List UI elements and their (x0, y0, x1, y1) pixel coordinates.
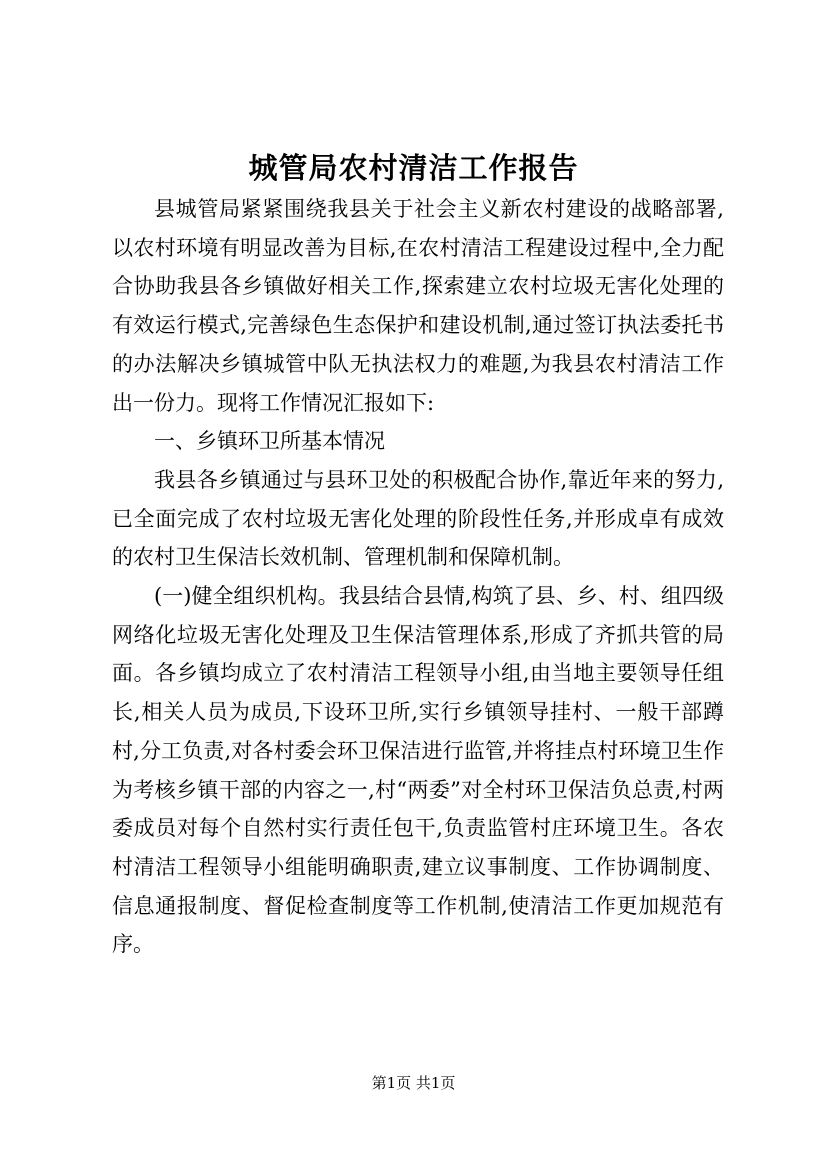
paragraph-organization: (一)健全组织机构。我县结合县情,构筑了县、乡、村、组四级网络化垃圾无害化处理及卫生保洁管理体系,形成了齐抓共管的局面。各乡镇均成立了农村清洁工程领导小组,由当地主要领导任组长,相关人员为成员,下设环卫所,实行乡镇领导挂村、一般干部蹲村,分工负责,对各村委会环卫保洁进行监管,并将挂点村环境卫生作为考核乡镇干部的内容之一,村“两委”对全村环卫保洁负总责,村两委成员对每个自然村实行责任包干,负责监管村庄环境卫生。各农村清洁工程领导小组能明确职责,建立议事制度、工作协调制度、信息通报制度、督促检查制度等工作机制,使清洁工作更加规范有序。 (112, 584, 724, 957)
section-heading: 一、乡镇环卫所基本情况 (154, 429, 385, 454)
document-title: 城管局农村清洁工作报告 (248, 151, 579, 185)
page-number-footer: 第1页 共1页 (371, 1074, 456, 1092)
paragraph-intro: 县城管局紧紧围绕我县关于社会主义新农村建设的战略部署,以农村环境有明显改善为目标,在农村清洁工程建设过程中,全力配合协助我县各乡镇做好相关工作,探索建立农村垃圾无害化处理的有效运行模式,完善绿色生态保护和建设机制,通过签订执法委托书的办法解决乡镇城管中队无执法权力的难题,为我县农村清洁工作出一份力。现将工作情况汇报如下: (112, 197, 724, 415)
document-body (112, 190, 724, 964)
paragraph-overview: 我县各乡镇通过与县环卫处的积极配合协作,靠近年来的努力,已全面完成了农村垃圾无害化处理的阶段性任务,并形成卓有成效的农村卫生保洁长效机制、管理机制和保障机制。 (112, 467, 724, 570)
